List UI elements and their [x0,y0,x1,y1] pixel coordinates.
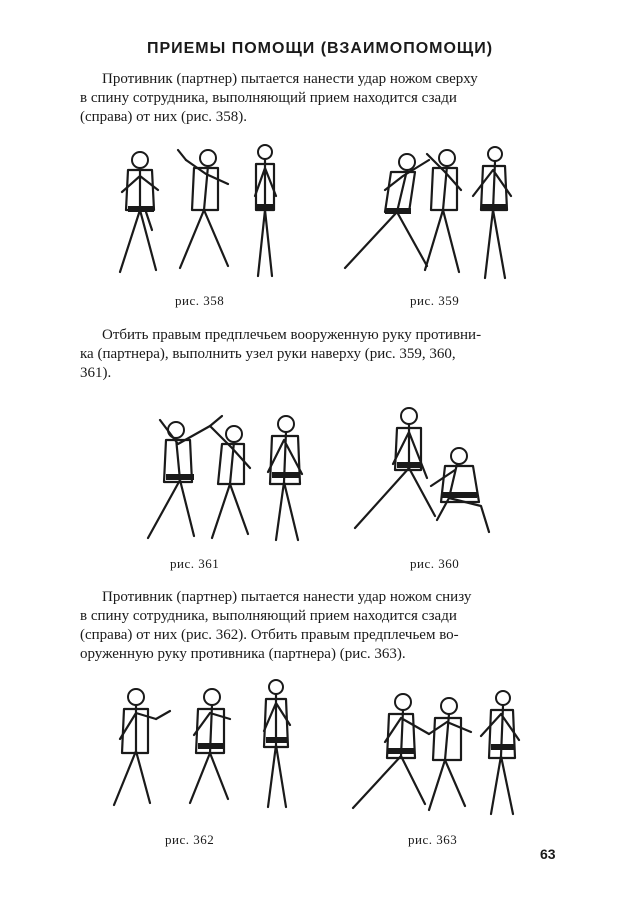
paragraph-1-line-3: (справа) от них (рис. 358). [80,109,247,125]
figure-358-illustration [100,140,290,290]
paragraph-2-line-1: Отбить правым предплечьем вооруженную руку противни- [102,327,482,343]
figure-361-illustration [130,402,330,550]
paragraph-2-line-2: ка (партнера), выполнить узел руки наверху (рис. 359, 360, [80,346,456,362]
paragraph-1-line-1: Противник (партнер) пытается нанести удар ножом сверху [102,71,478,87]
paragraph-2-line-3: 361). [80,365,112,381]
paragraph-3-line-3: (справа) от них (рис. 362). Отбить правым предплечьем во- [80,627,459,643]
figure-362-illustration [100,675,305,815]
page-number: 63 [540,846,556,862]
figure-360-illustration [345,402,505,542]
paragraph-1 [80,70,560,127]
caption-fig-362: рис. 362 [165,832,215,847]
figure-359-illustration [335,140,525,290]
paragraph-1-line-2: в спину сотрудника, выполняющий прием находится сзади [80,90,457,106]
paragraph-3 [80,588,560,664]
caption-fig-359: рис. 359 [410,293,460,308]
caption-fig-361: рис. 361 [170,556,220,571]
caption-fig-358: рис. 358 [175,293,225,308]
paragraph-3-line-1: Противник (партнер) пытается нанести удар ножом снизу [102,589,472,605]
paragraph-2 [80,326,560,383]
paragraph-3-line-2: в спину сотрудника, выполняющий прием находится сзади [80,608,457,624]
paragraph-3-line-4: оруженную руку противника (партнера) (рис. 363). [80,646,406,662]
caption-fig-360: рис. 360 [410,556,460,571]
caption-fig-363: рис. 363 [408,832,458,847]
figure-363-illustration [345,680,530,820]
section-heading: ПРИЕМЫ ПОМОЩИ (ВЗАИМОПОМОЩИ) [146,40,494,57]
